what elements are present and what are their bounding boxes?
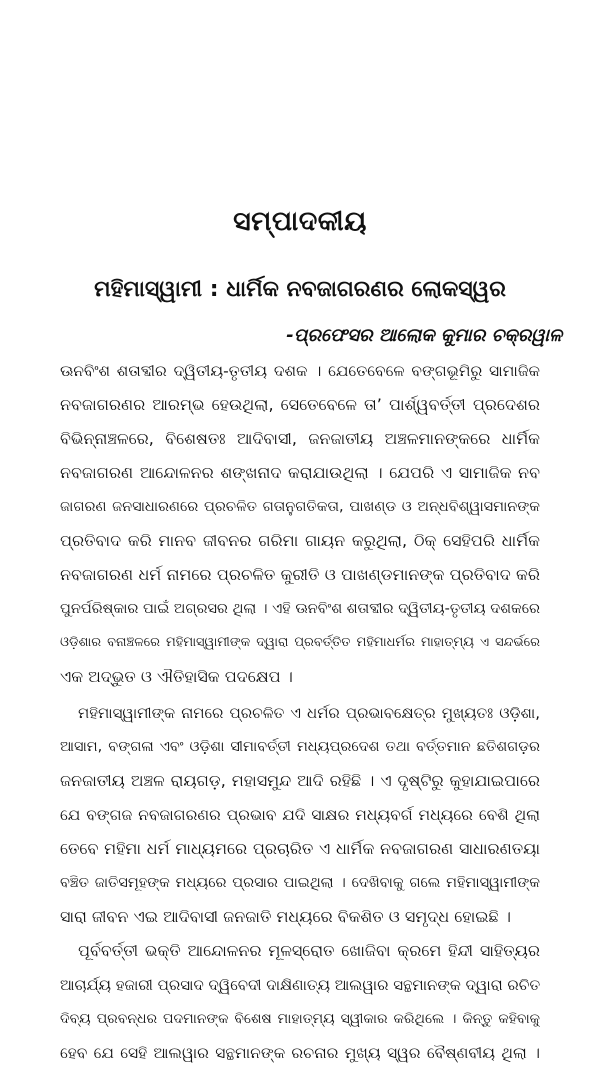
text-line: ବିଭିନ୍ନାଞ୍ଚଳରେ, ବିଶେଷତଃ ଆଦିବାସୀ, ଜନଜାତୀୟ ଅଞ୍ଚଳମାନଙ୍କରେ ଧାର୍ମିକ: [60, 429, 540, 448]
text-line: ସାରା ଜୀବନ ଏଇ ଆଦିବାସୀ ଜନଜାତି ମଧ୍ୟରେ ବିକଶିତ ଓ ସମୃଦ୍ଧ ହୋଇଛି ।: [60, 907, 511, 926]
text-line: ନବଜାଗରଣର ଆରମ୍ଭ ହେଉଥିଲା, ସେତେବେଳେ ତା’ ପାର୍ଶ୍ୱବର୍ତ୍ତୀ ପ୍ରଦେଶର: [60, 395, 540, 414]
author-byline: -ପ୍ରଫେସର ଆଲୋକ କୁମାର ଚକ୍ରୱାଳ: [286, 325, 562, 346]
text-line: ଓଡ଼ିଶାର ବନାଞ୍ଚଳରେ ମହିମାସ୍ୱାମୀଙ୍କ ଦ୍ୱାରା ପ୍ରବର୍ତ୍ତିତ ମହିମାଧର୍ମର ମାହାତ୍ମ୍ୟ ଏ ସନ୍ଦର୍ଭରେ: [60, 635, 540, 650]
text-line: ଦିବ୍ୟ ପ୍ରବନ୍ଧର ପଦମାନଙ୍କ ବିଶେଷ ମାହାତ୍ମ୍ୟ ସ୍ୱୀକାର କରିଥିଲେ । କିନ୍ତୁ କହିବାକୁ: [60, 1011, 540, 1027]
text-line: ହେବ ଯେ ସେହି ଆଲୱାର ସନ୍ଥମାନଙ୍କ ରଚନାର ମୁଖ୍ୟ ସ୍ୱର ବୈଷ୍ଣବୀୟ ଥିଲା ।: [60, 1044, 540, 1062]
text-line: ପୂର୍ବବର୍ତ୍ତୀ ଭକ୍ତି ଆନ୍ଦୋଳନର ମୂଳସ୍ରୋତ ଖୋଜିବା କ୍ରମେ ହିନ୍ଦୀ ସାହିତ୍ୟର: [78, 941, 540, 960]
text-line: ନବଜାଗରଣ ଆନ୍ଦୋଳନର ଶଙ୍ଖନାଦ କରାଯାଉଥିଲା । ଯେପରି ଏ ସାମାଜିକ ନବ: [60, 463, 540, 482]
page-title: ସମ୍ପାଦକୀୟ: [233, 206, 367, 237]
text-line: ଏକ ଅଦ୍ଭୁତ ଓ ଐତିହାସିକ ପଦକ୍ଷେପ ।: [60, 667, 293, 686]
text-line: ମହିମାସ୍ୱାମୀଙ୍କ ନାମରେ ପ୍ରଚଳିତ ଏ ଧର୍ମର ପ୍ରଭାବକ୍ଷେତ୍ର ମୁଖ୍ୟତଃ ଓଡ଼ିଶା,: [78, 704, 540, 722]
text-line: ଆସାମ, ବଙ୍ଗଳା ଏବଂ ଓଡ଼ିଶା ସୀମାବର୍ତ୍ତୀ ମଧ୍ୟପ୍ରଦେଶ ତଥା ବର୍ତ୍ତମାନ ଛତିଶଗଡ଼ର: [60, 739, 540, 755]
article-title: ମହିମାସ୍ୱାମୀ : ଧାର୍ମିକ ନବଜାଗରଣର ଲୋକସ୍ୱର: [94, 277, 506, 302]
text-line: ପ୍ରତିବାଦ କରି ମାନବ ଜୀବନର ଗରିମା ଗାୟନ କରୁଥିଲା, ଠିକ୍ ସେହିପରି ଧାର୍ମିକ: [60, 531, 540, 550]
text-line: ନବଜାଗରଣ ଧର୍ମ ନାମରେ ପ୍ରଚଳିତ କୁରୀତି ଓ ପାଖଣ୍ଡମାନଙ୍କ ପ୍ରତିବାଦ କରି: [60, 565, 540, 584]
text-line: ଯେ ବଙ୍ଗଜ ନବଜାଗରଣର ପ୍ରଭାବ ଯଦି ସାକ୍ଷର ମଧ୍ୟବର୍ଗ ମଧ୍ୟରେ ବେଶି ଥିଲା: [60, 806, 540, 824]
text-line: ଜନଜାତୀୟ ଅଞ୍ଚଳ ରାୟଗଡ଼, ମହାସମୁନ୍ଦ ଆଦି ରହିଛି । ଏ ଦୃଷ୍ଟିରୁ କୁହାଯାଇପାରେ: [60, 771, 540, 790]
text-line: ଊନବିଂଶ ଶତାବ୍ଦୀର ଦ୍ୱିତୀୟ-ତୃତୀୟ ଦଶକ । ଯେତେବେଳେ ବଙ୍ଗଭୂମିରୁ ସାମାଜିକ: [60, 362, 540, 380]
text-line: ଜାଗରଣ ଜନସାଧାରଣରେ ପ୍ରଚଳିତ ଗତାନୁଗତିକତା, ପାଖଣ୍ଡ ଓ ଅନ୍ଧବିଶ୍ୱାସମାନଙ୍କ: [60, 499, 540, 515]
text-line: ପୁନର୍ପରିଷ୍କାର ପାଇଁ ଅଗ୍ରସର ଥିଲା । ଏହି ଊନବିଂଶ ଶତାବ୍ଦୀର ଦ୍ୱିତୀୟ-ତୃତୀୟ ଦଶକରେ: [60, 601, 540, 617]
text-line: ତେବେ ମହିମା ଧର୍ମ ମାଧ୍ୟମରେ ପ୍ରଚାରିତ ଏ ଧାର୍ମିକ ନବଜାଗରଣ ସାଧାରଣତୟା: [60, 839, 540, 858]
text-line: ବଞ୍ଚିତ ଜାତିସମୂହଙ୍କ ମଧ୍ୟରେ ପ୍ରସାର ପାଇଥିଲା । ଦେଖିବାକୁ ଗଲେ ମହିମାସ୍ୱାମୀଙ୍କ: [60, 875, 540, 891]
text-line: ଆଚାର୍ଯ୍ୟ ହଜାରୀ ପ୍ରସାଦ ଦ୍ୱିବେଦୀ ଦାକ୍ଷିଣାତ୍ୟ ଆଲୱାର ସନ୍ଥମାନଙ୍କ ଦ୍ୱାରା ରଚିତ: [60, 976, 540, 994]
